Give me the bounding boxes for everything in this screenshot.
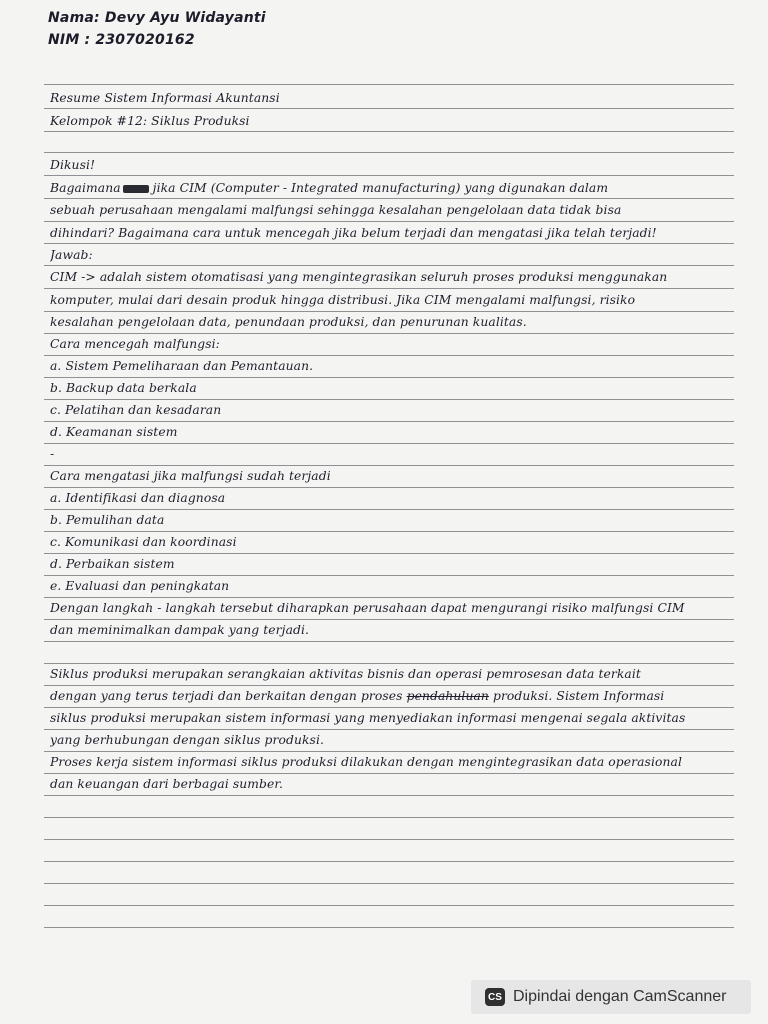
- ruled-line: [44, 839, 734, 840]
- ruled-line: [44, 663, 734, 664]
- ruled-line: [44, 575, 734, 576]
- ruled-line: [44, 751, 734, 752]
- ruled-line: [44, 333, 734, 334]
- ruled-line: [44, 817, 734, 818]
- prevent-item: d. Keamanan sistem: [50, 425, 178, 439]
- conclusion-line-2: dan meminimalkan dampak yang terjadi.: [50, 623, 310, 637]
- ruled-line: [44, 131, 734, 132]
- prevent-item: a. Sistem Pemeliharaan dan Pemantauan.: [50, 359, 314, 373]
- ruled-line: [44, 243, 734, 244]
- production-paragraph-line-1: Siklus produksi merupakan serangkaian aktivitas bisnis dan operasi pemrosesan data terkait: [50, 667, 641, 681]
- camscanner-text: Dipindai dengan CamScanner: [513, 988, 727, 1005]
- question-line-2: sebuah perusahaan mengalami malfungsi sehingga kesalahan pengelolaan data tidak bisa: [50, 203, 622, 217]
- ruled-line: [44, 927, 734, 928]
- resume-title: Resume Sistem Informasi Akuntansi: [50, 91, 280, 105]
- answer-line-2: komputer, mulai dari desain produk hingga distribusi. Jika CIM mengalami malfungsi, risiko: [50, 293, 636, 307]
- ruled-line: [44, 707, 734, 708]
- ruled-line: [44, 905, 734, 906]
- ruled-line: [44, 421, 734, 422]
- ruled-line: [44, 487, 734, 488]
- ruled-line: [44, 619, 734, 620]
- ruled-line: [44, 311, 734, 312]
- handle-heading: Cara mengatasi jika malfungsi sudah terjadi: [50, 469, 331, 483]
- prevent-item: b. Backup data berkala: [50, 381, 197, 395]
- handle-item: c. Komunikasi dan koordinasi: [50, 535, 237, 549]
- prevent-item: c. Pelatihan dan kesadaran: [50, 403, 222, 417]
- conclusion-line-1: Dengan langkah - langkah tersebut diharapkan perusahaan dapat mengurangi risiko malfungsi CIM: [50, 601, 685, 615]
- production-paragraph-line-5: Proses kerja sistem informasi siklus produksi dilakukan dengan mengintegrasikan data operasional: [50, 755, 682, 769]
- production-paragraph-line-6: dan keuangan dari berbagai sumber.: [50, 777, 284, 791]
- scribble-mark: [123, 185, 149, 193]
- dash-mark: -: [50, 447, 55, 461]
- ruled-line: [44, 198, 734, 199]
- production-paragraph-line-3: siklus produksi merupakan sistem informasi yang menyediakan informasi mengenai segala aktivitas: [50, 711, 686, 725]
- question-line-3: dihindari? Bagaimana cara untuk mencegah jika belum terjadi dan mengatasi jika telah terjadi!: [50, 226, 657, 240]
- ruled-line: [44, 861, 734, 862]
- prevent-heading: Cara mencegah malfungsi:: [50, 337, 220, 351]
- production-paragraph-line-2: [50, 688, 734, 704]
- ruled-line: [44, 221, 734, 222]
- ruled-line: [44, 288, 734, 289]
- answer-label: Jawab:: [50, 248, 93, 262]
- struck-word: pendahuluan: [406, 689, 489, 703]
- handle-item: a. Identifikasi dan diagnosa: [50, 491, 226, 505]
- student-nim: NIM : 2307020162: [48, 32, 195, 48]
- handle-item: e. Evaluasi dan peningkatan: [50, 579, 230, 593]
- ruled-line: [44, 773, 734, 774]
- question-line-1-start: Bagaimana: [50, 181, 121, 195]
- ruled-line: [44, 883, 734, 884]
- ruled-line: [44, 553, 734, 554]
- question-line-1: [50, 180, 734, 196]
- ruled-line: [44, 509, 734, 510]
- handle-item: b. Pemulihan data: [50, 513, 165, 527]
- student-name: Nama: Devy Ayu Widayanti: [48, 10, 266, 26]
- answer-line-3: kesalahan pengelolaan data, penundaan produksi, dan penurunan kualitas.: [50, 315, 527, 329]
- ruled-line: [44, 175, 734, 176]
- discussion-label: Dikusi!: [50, 158, 96, 172]
- ruled-line: [44, 399, 734, 400]
- production-paragraph-line-4: yang berhubungan dengan siklus produksi.: [50, 733, 325, 747]
- camscanner-logo-icon: CS: [485, 988, 505, 1006]
- ruled-line: [44, 108, 734, 109]
- ruled-line: [44, 443, 734, 444]
- camscanner-watermark: [471, 980, 751, 1014]
- ruled-line: [44, 377, 734, 378]
- ruled-line: [44, 729, 734, 730]
- ruled-line: [44, 465, 734, 466]
- group-title: Kelompok #12: Siklus Produksi: [50, 114, 250, 128]
- ruled-line: [44, 795, 734, 796]
- ruled-line: [44, 685, 734, 686]
- ruled-line: [44, 355, 734, 356]
- question-line-1-end: jika CIM (Computer - Integrated manufacturing) yang digunakan dalam: [152, 181, 609, 195]
- answer-line-1: CIM -> adalah sistem otomatisasi yang mengintegrasikan seluruh proses produksi menggunakan: [50, 270, 668, 284]
- ruled-line: [44, 152, 734, 153]
- ruled-line: [44, 597, 734, 598]
- ruled-line: [44, 531, 734, 532]
- ruled-line: [44, 84, 734, 85]
- production-line-2-start: dengan yang terus terjadi dan berkaitan dengan proses: [50, 689, 403, 703]
- ruled-line: [44, 641, 734, 642]
- handle-item: d. Perbaikan sistem: [50, 557, 175, 571]
- production-line-2-end: produksi. Sistem Informasi: [492, 689, 665, 703]
- ruled-line: [44, 265, 734, 266]
